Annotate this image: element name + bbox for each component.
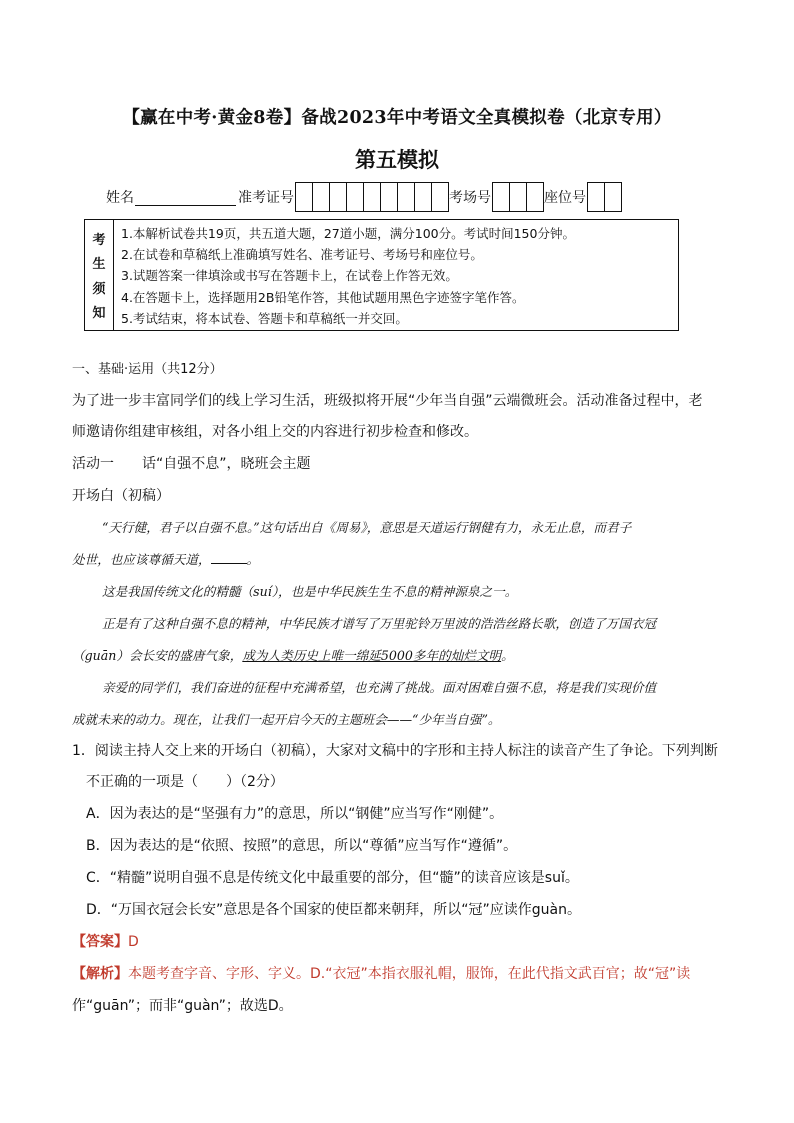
underlined-sentence: 成为人类历史上唯一绵延5000多年的灿烂文明 <box>242 648 502 663</box>
question-stem: 1．阅读主持人交上来的开场白（初稿），大家对文稿中的字形和主持人标注的读音产生了争论。下列判断 <box>72 743 718 759</box>
answer-value: D <box>128 934 139 950</box>
seat-number-boxes[interactable] <box>587 182 622 212</box>
answer-label: 【答案】 <box>72 934 128 950</box>
passage-line: 成就未来的动力。现在，让我们一起开启今天的主题班会——“少年当自强”。 <box>72 712 501 727</box>
exam-number-boxes[interactable] <box>295 182 449 212</box>
analysis-text: 本题考查字音、字形、字义。D.“衣冠”本指衣服礼帽，服饰，在此代指文武百官；故“冠”读 <box>128 966 691 982</box>
passage-line: 正是有了这种自强不息的精神，中华民族才谱写了万里驼铃万里波的浩浩丝路长歌，创造了万国衣冠 <box>102 616 657 631</box>
analysis-line <box>72 963 690 983</box>
option-b: B．因为表达的是“依照、按照”的意思，所以“尊循”应当写作“遵循”。 <box>86 838 518 854</box>
passage-line: 亲爱的同学们，我们奋进的征程中充满希望，也充满了挑战。面对困难自强不息，将是我们实现价值 <box>102 680 657 695</box>
draft-label: 开场白（初稿） <box>72 488 170 504</box>
notice-side-label: 考 生 须 知 <box>85 220 114 330</box>
exam-subtitle: 第五模拟 <box>355 148 439 172</box>
notice-item: 3.试题答案一律填涂或书写在答题卡上，在试卷上作答无效。 <box>121 268 458 284</box>
exam-title: 【赢在中考·黄金8卷】备战2023年中考语文全真模拟卷（北京专用） <box>122 108 672 128</box>
candidate-notice-box <box>84 219 679 331</box>
passage-line: “天行健，君子以自强不息。”这句话出自《周易》，意思是天道运行钢健有力，永无止息，而君子 <box>102 520 632 535</box>
notice-item: 2.在试卷和草稿纸上准确填写姓名、准考证号、考场号和座位号。 <box>121 247 483 263</box>
exam-room-boxes[interactable] <box>492 182 544 212</box>
option-c: C．“精髓”说明自强不息是传统文化中最重要的部分，但“髓”的读音应该是suǐ。 <box>86 870 579 886</box>
name-field[interactable] <box>135 189 236 206</box>
question-stem: 不正确的一项是（ ）（2分） <box>86 774 284 790</box>
section-heading: 一、基础·运用（共12分） <box>72 362 223 377</box>
exam-room-label: 考场号 <box>449 190 491 206</box>
activity-label: 活动一 <box>72 456 114 472</box>
seat-number-label: 座位号 <box>544 190 586 206</box>
analysis-label: 【解析】 <box>72 966 128 982</box>
passage-line: 处世，也应该尊循天道， 。 <box>72 552 260 567</box>
section-intro: 为了进一步丰富同学们的线上学习生活，班级拟将开展“少年当自强”云端微班会。活动准备过程中，老 <box>72 393 703 409</box>
answer-line <box>72 931 139 951</box>
fill-blank <box>211 551 247 564</box>
notice-item: 5.考试结束，将本试卷、答题卡和草稿纸一并交回。 <box>121 310 408 326</box>
notice-item: 1.本解析试卷共19页，共五道大题，27道小题，满分100分。考试时间150分钟。 <box>121 226 575 241</box>
exam-number-label: 准考证号 <box>238 190 294 206</box>
option-d: D．“万国衣冠会长安”意思是各个国家的使臣都来朝拜，所以“冠”应读作guàn。 <box>86 902 582 918</box>
name-label: 姓名 <box>106 190 134 206</box>
section-intro: 师邀请你组建审核组，对各小组上交的内容进行初步检查和修改。 <box>72 424 478 440</box>
option-a: A．因为表达的是“坚强有力”的意思，所以“钢健”应当写作“刚健”。 <box>86 806 504 822</box>
notice-list <box>121 223 575 329</box>
activity-heading <box>72 453 311 473</box>
activity-text: 话“自强不息”，晓班会主题 <box>142 456 311 472</box>
passage-line: （guān）会长安的盛唐气象，成为人类历史上唯一绵延5000多年的灿烂文明。 <box>72 648 514 663</box>
analysis-text: 作“guān”；而非“guàn”；故选D。 <box>72 998 293 1014</box>
candidate-info-row <box>106 182 622 212</box>
notice-item: 4.在答题卡上，选择题用2B铅笔作答，其他试题用黑色字迹签字笔作答。 <box>121 289 525 305</box>
passage-line: 这是我国传统文化的精髓（suí），也是中华民族生生不息的精神源泉之一。 <box>102 584 518 599</box>
